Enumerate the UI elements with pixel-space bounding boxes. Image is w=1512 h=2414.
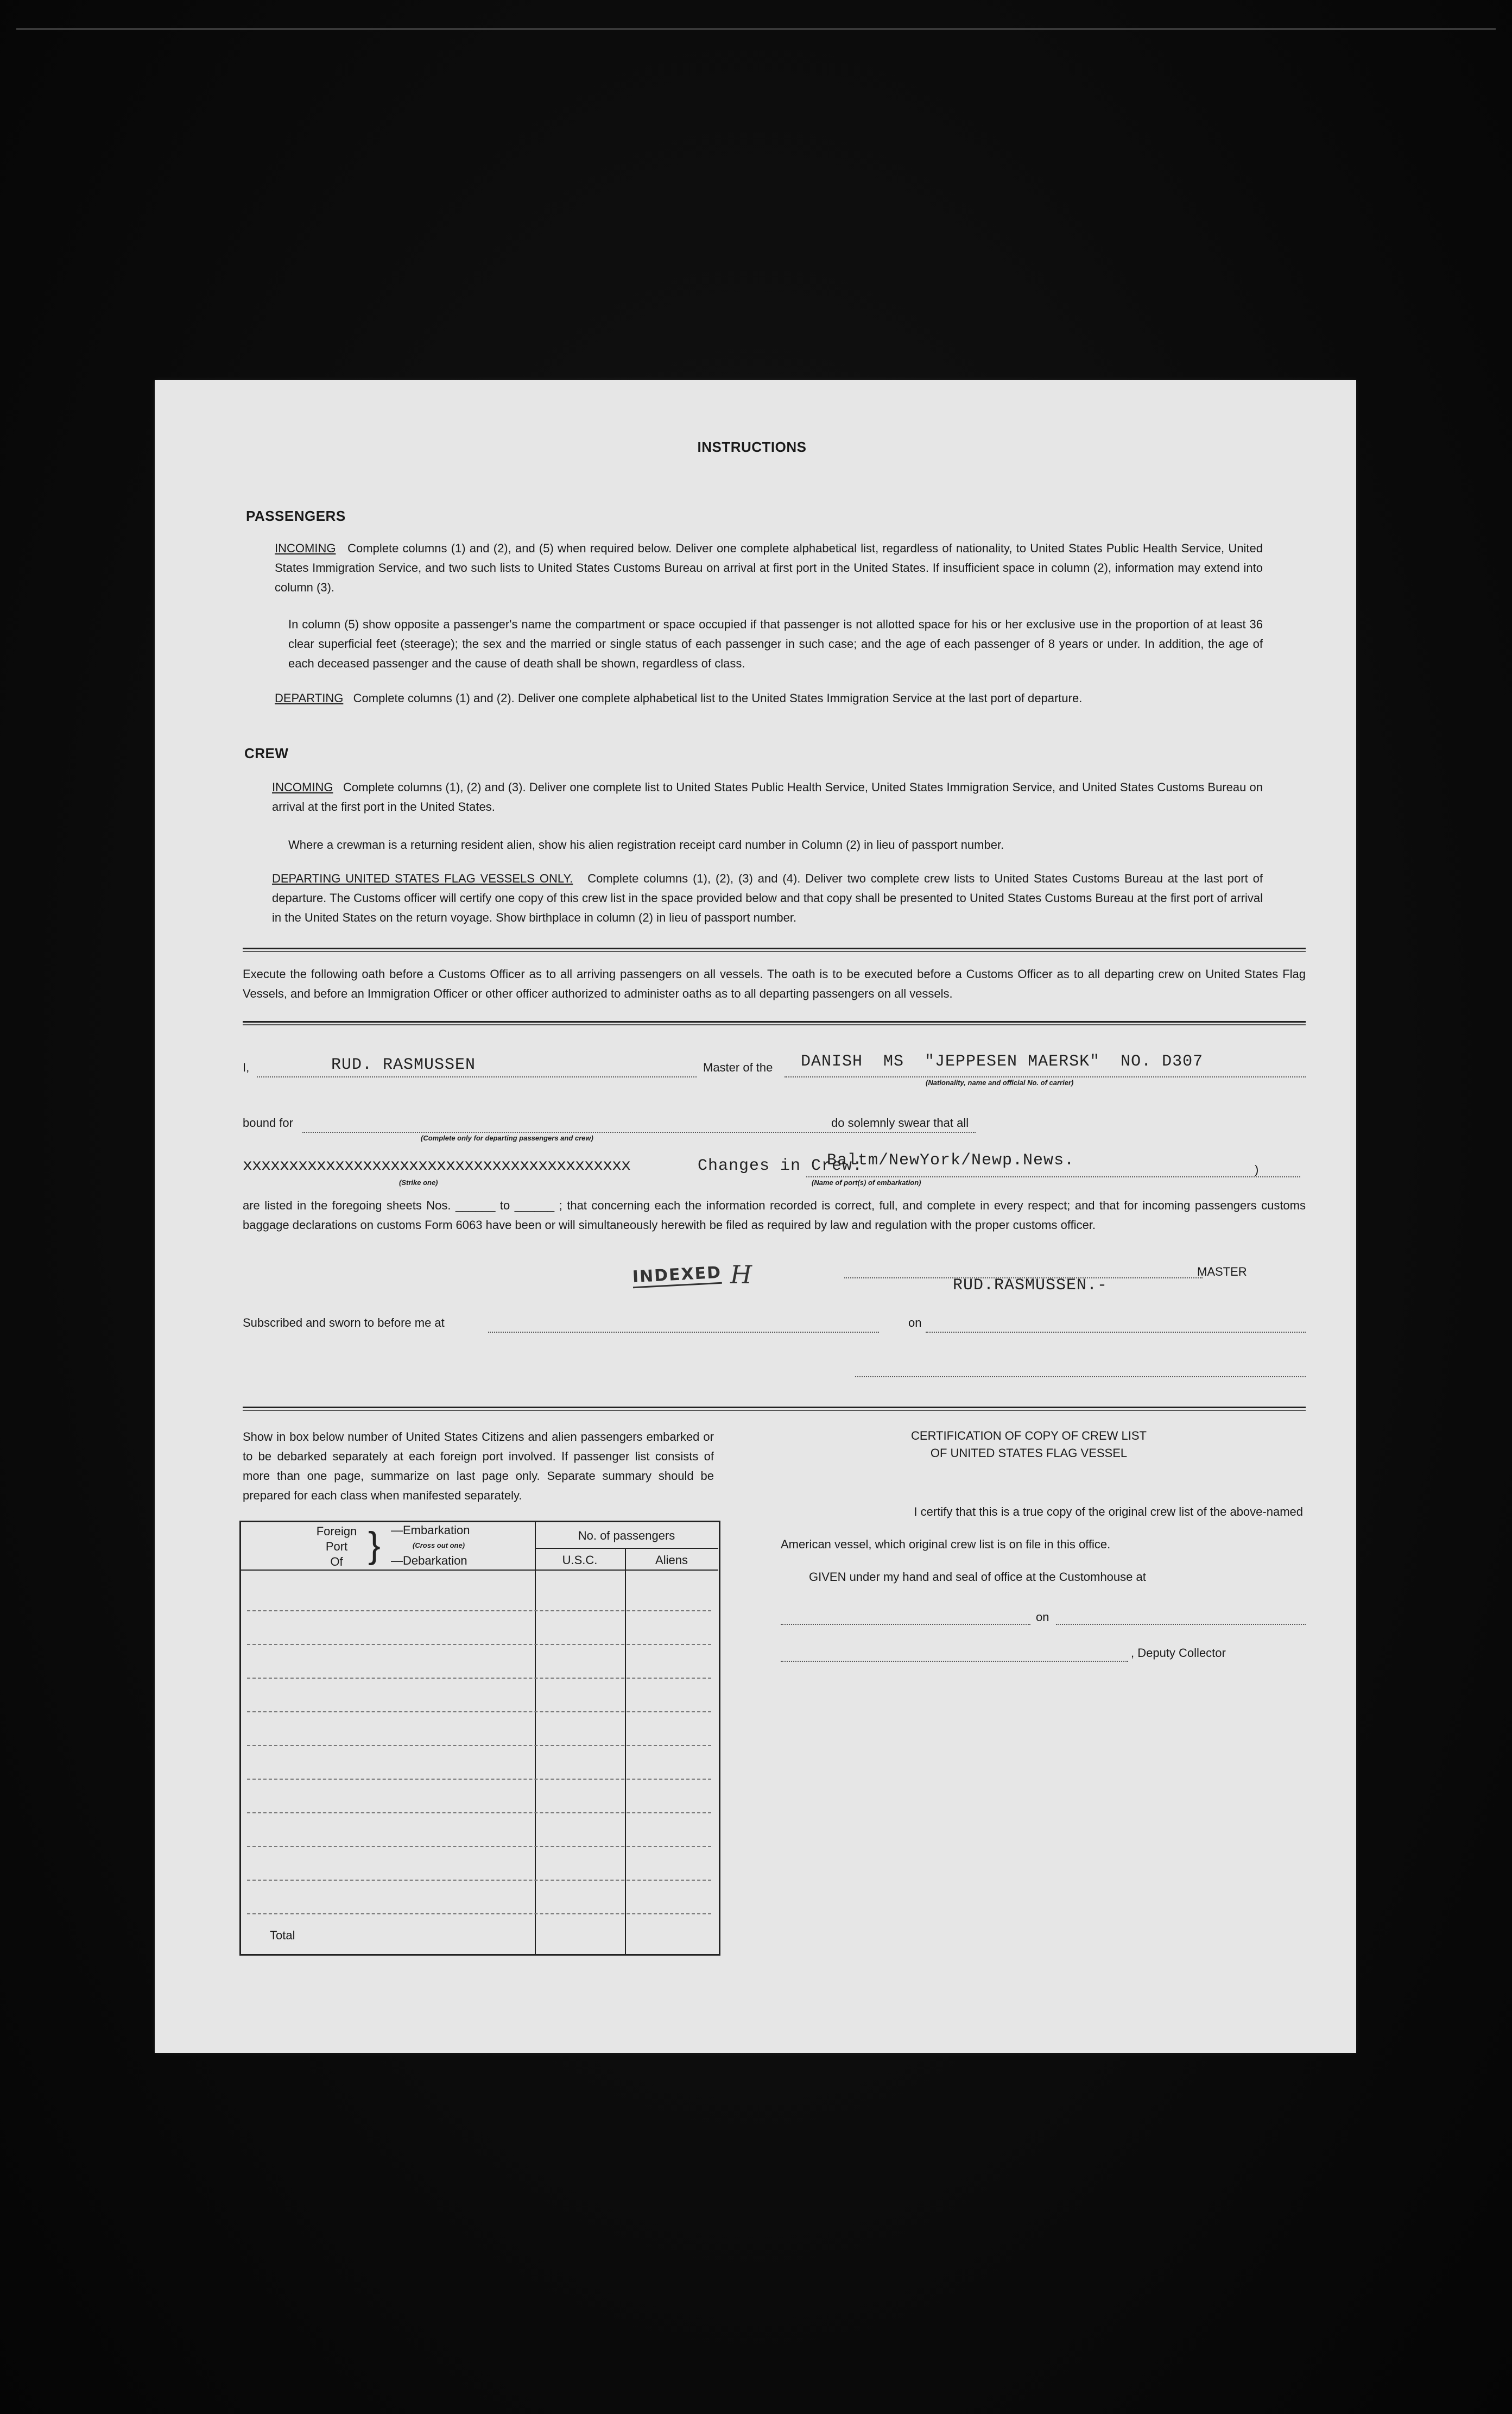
of-label: Of <box>330 1555 343 1568</box>
struck-out-text: xxxxxxxxxxxxxxxxxxxxxxxxxxxxxxxxxxxxxxxxxx <box>243 1157 631 1175</box>
foreign-port-of-label <box>312 1524 361 1570</box>
ports-caption: (Name of port(s) of embarkation) <box>812 1178 921 1187</box>
certification-on-label: on <box>1036 1610 1049 1624</box>
master-name: RUD. RASMUSSEN <box>331 1056 476 1074</box>
table-row <box>247 1913 711 1914</box>
header-divider <box>535 1548 718 1549</box>
embarkation-option[interactable] <box>391 1523 470 1568</box>
customhouse-line <box>781 1624 1030 1625</box>
crew-departing-paragraph <box>272 869 1263 928</box>
crew-resident-paragraph: Where a crewman is a returning resident alien, show his alien registration receipt card number in Column (2) in lieu of passport number. <box>288 838 1004 852</box>
subscribed-label: Subscribed and sworn to before me at <box>243 1316 445 1329</box>
crew-departing-text: Complete columns (1), (2), (3) and (4). Deliver two complete crew lists to United States Customs Bureau at the last port of departure. The Customs officer will certify one copy of this crew list in the space provided below and that copy shall be presented to United States Customs Bureau at the first port of arrival in the United States on the return voyage. Show birthplace in column (2) in lieu of passport number. <box>272 872 1263 924</box>
total-label: Total <box>270 1928 295 1942</box>
table-row <box>247 1846 711 1847</box>
master-name-line <box>257 1076 697 1077</box>
divider-rule <box>243 1021 1306 1025</box>
passengers-departing-text: Complete columns (1) and (2). Deliver one complete alphabetical list to the United States Immigration Service at the last port of departure. <box>353 691 1083 705</box>
passengers-incoming-paragraph <box>275 539 1263 597</box>
table-row <box>247 1711 711 1712</box>
strike-caption: (Strike one) <box>399 1178 438 1187</box>
certification-line2: American vessel, which original crew list is on file in this office. <box>781 1537 1111 1551</box>
passengers-departing-paragraph <box>275 689 1263 708</box>
crew-incoming-paragraph <box>272 778 1263 817</box>
passenger-summary-box <box>239 1521 720 1956</box>
subscribed-on-line <box>926 1332 1306 1333</box>
subscribed-at-line <box>488 1332 879 1333</box>
aliens-header: Aliens <box>655 1553 688 1567</box>
master-signature: RUD.RASMUSSEN.- <box>953 1276 1108 1295</box>
vessel-line <box>785 1076 1306 1077</box>
subscribed-on-label: on <box>908 1316 922 1329</box>
col-divider <box>535 1521 536 1954</box>
close-paren: ) <box>1255 1163 1259 1176</box>
crew-departing-label: DEPARTING UNITED STATES FLAG VESSELS ONLY. <box>272 872 573 885</box>
certification-title-line2: OF UNITED STATES FLAG VESSEL <box>930 1446 1128 1460</box>
divider-rule <box>243 1407 1306 1411</box>
crew-incoming-text: Complete columns (1), (2) and (3). Deliver one complete list to United States Public Health Service, United States Immigration Service, and United States Customs Bureau on arrival at the first port in the United States. <box>272 780 1263 814</box>
indexed-stamp: INDEXED <box>632 1263 722 1289</box>
passengers-column5-paragraph: In column (5) show opposite a passenger's name the compartment or space occupied if that passenger is not allotted space for his or her exclusive use in the proportion of at least 36 clear superficial feet (steerage); the sex and the married or single status of each passenger in such case; and the age of each passenger of 8 years or under. In addition, the age of each deceased passenger and the cause of death shall be shown, regardless of class. <box>288 617 1263 670</box>
brace-icon: } <box>368 1524 381 1566</box>
instructions-title: INSTRUCTIONS <box>697 439 807 455</box>
listed-paragraph: are listed in the foregoing sheets Nos. ______ to ______ ; that concerning each the information recorded is correct, full, and complete in every respect; and that for incoming passengers customs baggage declarations on customs Form 6063 have been or will simultaneously herewith be filed as required by law and regulation with the proper customs officer. <box>243 1199 1306 1232</box>
cross-out-caption: (Cross out one) <box>413 1541 465 1549</box>
master-of-label: Master of the <box>703 1061 773 1074</box>
table-row <box>247 1812 711 1813</box>
document-page <box>155 380 1356 2053</box>
handwritten-initials: H <box>730 1260 752 1289</box>
bound-for-caption: (Complete only for departing passengers and crew) <box>421 1134 593 1142</box>
passengers-heading: PASSENGERS <box>246 508 346 524</box>
certification-line1: I certify that this is a true copy of the original crew list of the above-named <box>914 1505 1303 1518</box>
scanner-top-edge <box>16 28 1496 30</box>
divider-rule <box>243 948 1306 952</box>
table-row <box>247 1678 711 1679</box>
certification-title-line1: CERTIFICATION OF COPY OF CREW LIST <box>911 1429 1147 1442</box>
foreign-label: Foreign <box>316 1524 357 1538</box>
table-row <box>247 1880 711 1881</box>
passengers-incoming-label: INCOMING <box>275 541 336 555</box>
deputy-collector-label: , Deputy Collector <box>1131 1646 1226 1660</box>
table-row <box>247 1745 711 1746</box>
swear-label: do solemnly swear that all <box>831 1116 969 1130</box>
oath-intro: Execute the following oath before a Customs Officer as to all arriving passengers on all vessels. The oath is to be executed before a Customs Officer as to all departing crew on United States Flag Vessels, and before an Immigration Officer or other officer authorized to administer oaths as to all departing passengers on all vessels. <box>243 967 1306 1000</box>
crew-incoming-label: INCOMING <box>272 780 333 794</box>
certification-title <box>817 1427 1241 1462</box>
officer-signature-line <box>855 1376 1306 1377</box>
crew-heading: CREW <box>244 745 289 761</box>
ports-line <box>806 1176 1300 1177</box>
passengers-incoming-text: Complete columns (1) and (2), and (5) when required below. Deliver one complete alphabetical list, regardless of nationality, to United States Public Health Service, United States Immigration Service, and two such lists to United States Customs Bureau on arrival at first port in the United States. If insufficient space in column (2), information may extend into column (3). <box>275 541 1263 594</box>
passengers-departing-label: DEPARTING <box>275 691 344 705</box>
table-row <box>247 1610 711 1611</box>
bound-for-label: bound for <box>243 1116 293 1130</box>
oath-i-label: I, <box>243 1061 250 1074</box>
vessel-caption: (Nationality, name and official No. of carrier) <box>926 1079 1074 1087</box>
certification-date-line <box>1056 1624 1306 1625</box>
embarkation-label: —Embarkation <box>391 1523 470 1537</box>
no-passengers-header: No. of passengers <box>578 1529 675 1542</box>
changes-in-crew: Changes in Crew: <box>698 1157 863 1175</box>
certification-line3: GIVEN under my hand and seal of office at the Customhouse at <box>809 1570 1146 1584</box>
table-row <box>247 1779 711 1780</box>
vessel-name: DANISH MS "JEPPESEN MAERSK" NO. D307 <box>801 1052 1204 1071</box>
deputy-signature-line <box>781 1661 1128 1662</box>
usc-header: U.S.C. <box>562 1553 598 1567</box>
master-label: MASTER <box>1197 1265 1247 1278</box>
debarkation-label: —Debarkation <box>391 1554 467 1567</box>
table-row <box>247 1644 711 1645</box>
summary-instructions: Show in box below number of United States Citizens and alien passengers embarked or to be debarked separately at each foreign port involved. If passenger list consists of more than one page, summarize on last page only. Separate summary should be prepared for each class when manifested separately. <box>243 1430 714 1502</box>
col-divider <box>625 1548 626 1954</box>
port-label: Port <box>325 1540 348 1553</box>
embarkation-ports: Baltm/NewYork/Newp.News. <box>827 1151 1075 1170</box>
